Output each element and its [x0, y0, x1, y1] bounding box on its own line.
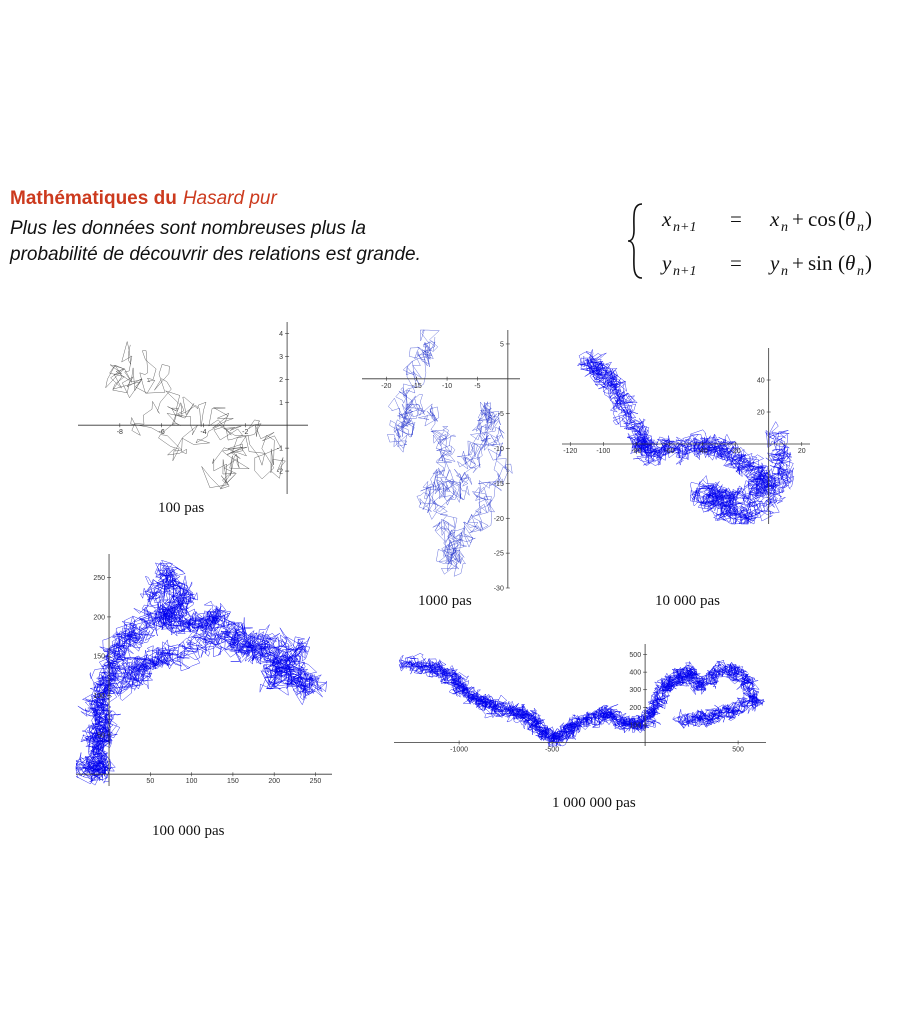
y-tick-label-4-4: 100 — [629, 722, 642, 730]
x-tick-label-3-2: 150 — [227, 778, 239, 786]
y-tick-label-1-2: -10 — [493, 446, 504, 454]
equation-svg — [628, 200, 904, 282]
y-tick-label-1-3: -15 — [493, 480, 504, 488]
x-tick-label-4-2: 500 — [732, 746, 744, 754]
y-tick-label-3-4: 50 — [97, 732, 106, 740]
x-tick-label-4-0: -1000 — [450, 746, 469, 754]
y-tick-label-0-2: 2 — [279, 376, 284, 384]
walk-path-1 — [387, 330, 512, 576]
plot-100000-steps — [76, 548, 338, 794]
x-tick-label-3-4: 250 — [309, 778, 322, 786]
eq2-lhs-sub: n+1 — [673, 264, 697, 279]
y-tick-label-0-1: 3 — [279, 353, 284, 361]
caption-100000-steps: 100 000 pas — [152, 823, 225, 839]
caption-1000-steps: 1000 pas — [418, 593, 472, 609]
x-tick-label-2-0: -120 — [563, 448, 578, 455]
x-tick-label-1-2: -10 — [442, 382, 453, 390]
eq1-lhs-var: x — [662, 207, 672, 231]
x-tick-label-2-2: -80 — [631, 448, 642, 455]
x-tick-label-1-3: -5 — [474, 382, 481, 390]
y-tick-label-1-1: -5 — [497, 411, 504, 419]
eq2-rhs-sub: n — [781, 264, 788, 279]
y-tick-label-2-1: 20 — [756, 409, 765, 417]
subtitle — [10, 216, 421, 268]
recurrence-equation — [628, 200, 904, 282]
x-tick-label-2-4: -40 — [697, 448, 708, 455]
eq1-equals: = — [730, 207, 742, 231]
x-tick-label-3-3: 200 — [268, 778, 281, 786]
eq1-open-paren: ( — [838, 207, 845, 231]
page-title — [10, 188, 277, 210]
x-tick-label-3-0: 50 — [146, 778, 155, 786]
x-tick-label-0-3: -2 — [242, 429, 249, 437]
x-tick-label-1-1: -15 — [411, 382, 422, 390]
x-tick-label-4-1: -500 — [545, 746, 560, 754]
walk-chart-100 — [78, 322, 318, 494]
eq1-close-paren: ) — [865, 207, 872, 231]
y-tick-label-0-3: 1 — [279, 399, 284, 407]
y-tick-label-0-4: -1 — [276, 445, 284, 453]
eq1-lhs-sub: n+1 — [673, 220, 697, 235]
y-tick-label-1-6: -30 — [493, 585, 504, 593]
y-tick-label-4-3: 200 — [629, 704, 642, 712]
walk-chart-100000 — [76, 548, 338, 794]
title-italic: Hasard pur — [182, 188, 277, 209]
eq2-angle: θ — [845, 251, 856, 275]
eq2-open-paren: ( — [838, 251, 845, 275]
x-tick-label-2-6: 20 — [797, 448, 806, 455]
caption-100-steps: 100 pas — [158, 500, 205, 516]
x-tick-label-1-0: -20 — [381, 382, 392, 390]
eq1-func: cos — [808, 207, 836, 231]
walk-chart-1000000 — [394, 640, 770, 760]
plot-10000-steps — [562, 342, 816, 524]
plot-1000-steps — [362, 322, 530, 593]
x-tick-label-0-1: -6 — [158, 429, 165, 437]
eq2-angle-sub: n — [857, 264, 864, 279]
y-tick-label-0-5: -2 — [276, 468, 284, 476]
walk-path-4 — [399, 653, 765, 746]
eq2-func: sin — [808, 251, 833, 275]
x-tick-label-2-1: -100 — [596, 448, 611, 455]
y-tick-label-4-1: 400 — [629, 669, 642, 677]
eq1-rhs-sub: n — [781, 220, 788, 235]
equation-brace — [628, 204, 642, 278]
caption-10000-steps: 10 000 pas — [655, 593, 720, 609]
walk-path-0 — [106, 342, 286, 490]
eq2-lhs-var: y — [662, 251, 672, 275]
walk-path-2 — [578, 349, 794, 524]
y-tick-label-3-2: 150 — [93, 653, 106, 661]
y-tick-label-1-5: -25 — [493, 550, 504, 558]
plot-1000000-steps — [394, 640, 770, 760]
x-tick-label-0-2: -4 — [200, 429, 207, 437]
x-tick-label-0-0: -8 — [116, 429, 123, 437]
eq1-angle: θ — [845, 207, 856, 231]
x-tick-label-3-1: 100 — [185, 778, 198, 786]
eq2-equals: = — [730, 251, 742, 275]
caption-1000000-steps: 1 000 000 pas — [552, 795, 636, 811]
y-tick-label-2-0: 40 — [756, 377, 765, 385]
eq2-close-paren: ) — [865, 251, 872, 275]
subtitle-line-1: Plus les données sont nombreuses plus la — [10, 218, 366, 239]
eq2-rhs-var: y — [770, 251, 780, 275]
eq1-rhs-var: x — [770, 207, 780, 231]
y-tick-label-3-3: 100 — [93, 693, 106, 701]
title-bold: Mathématiques du — [10, 188, 177, 209]
eq1-angle-sub: n — [857, 220, 864, 235]
y-tick-label-0-0: 4 — [279, 330, 284, 338]
walk-chart-10000 — [562, 342, 816, 524]
y-tick-label-4-0: 500 — [629, 652, 642, 660]
y-tick-label-4-2: 300 — [629, 687, 642, 695]
x-tick-label-2-3: -60 — [664, 448, 675, 455]
plot-100-steps — [78, 322, 318, 494]
walk-chart-1000 — [362, 322, 530, 593]
eq2-plus: + — [792, 251, 804, 275]
y-tick-label-1-4: -20 — [493, 515, 504, 523]
eq1-plus: + — [792, 207, 804, 231]
y-tick-label-3-1: 200 — [93, 614, 106, 622]
x-tick-label-2-5: -20 — [730, 448, 741, 455]
subtitle-line-2: probabilité de découvrir des relations est grande. — [10, 244, 421, 265]
y-tick-label-1-0: 5 — [499, 341, 504, 349]
walk-path-3 — [76, 560, 327, 785]
y-tick-label-3-0: 250 — [93, 575, 106, 583]
